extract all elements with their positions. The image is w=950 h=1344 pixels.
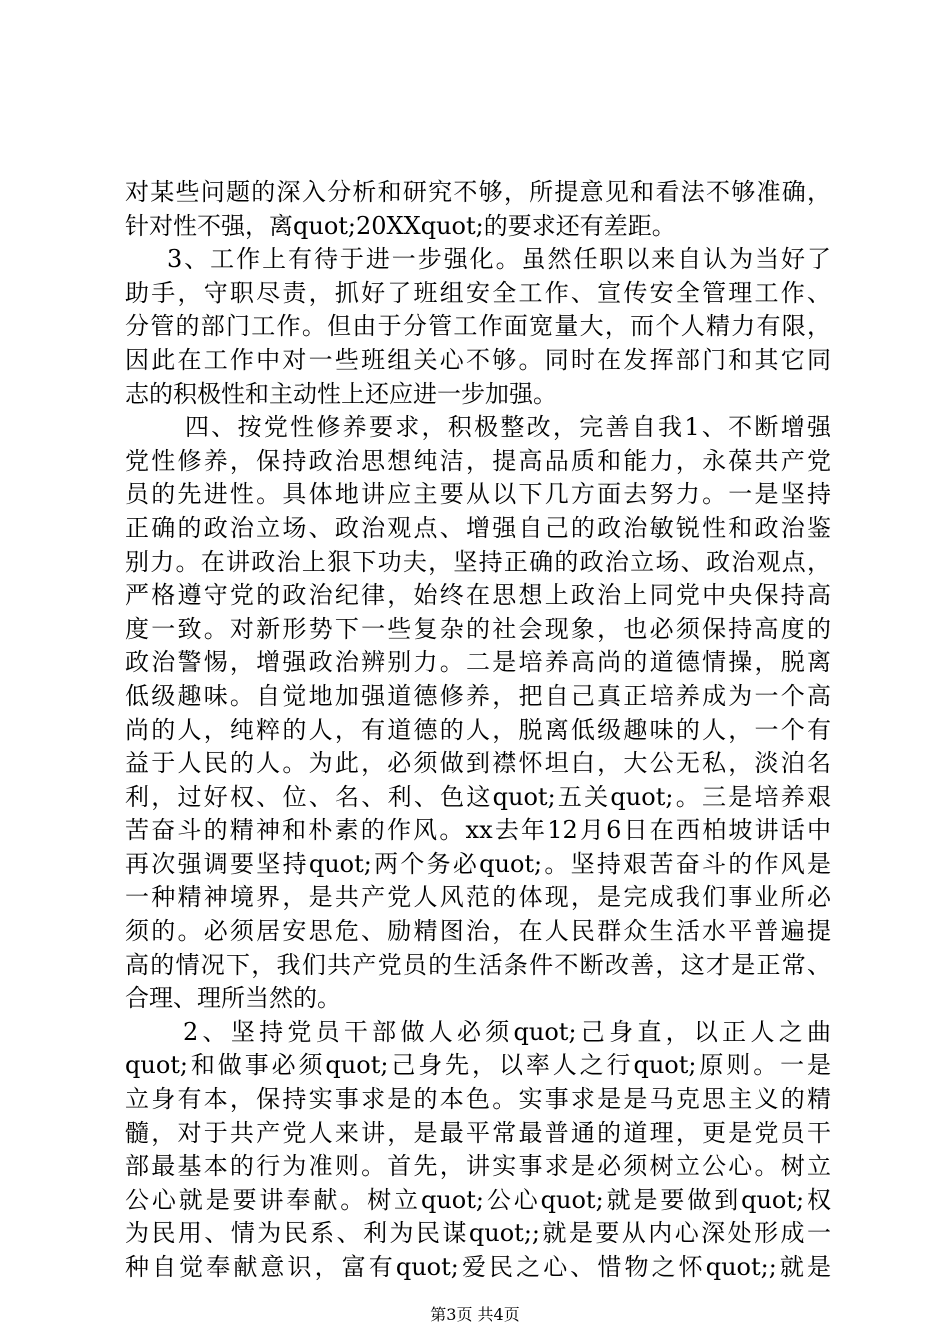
body-text	[125, 176, 831, 1285]
text-line: 立身有本，保持实事求是的本色。实事求是是马克思主义的精	[125, 1085, 831, 1114]
text-line: 一种精神境界，是共产党人风范的体现，是完成我们事业所必	[125, 883, 831, 912]
text-line: 政治警惕，增强政治辨别力。二是培养高尚的道德情操，脱离	[125, 648, 831, 677]
text-line: 益于人民的人。为此，必须做到襟怀坦白，大公无私，淡泊名	[125, 749, 831, 778]
text-line: 因此在工作中对一些班组关心不够。同时在发挥部门和其它同	[125, 345, 831, 374]
text-line: 部最基本的行为准则。首先，讲实事求是必须树立公心。树立	[125, 1152, 831, 1181]
text-line: 须的。必须居安思危、励精图治，在人民群众生活水平普遍提	[125, 917, 831, 946]
text-line: 为民用、情为民系、利为民谋quot;;就是要从内心深处形成一	[125, 1219, 831, 1248]
text-line: 合理、理所当然的。	[125, 984, 341, 1013]
text-line: 助手，守职尽责，抓好了班组安全工作、宣传安全管理工作、	[125, 278, 831, 307]
page-footer: 第3页 共4页	[430, 1305, 520, 1324]
text-line: 别力。在讲政治上狠下功夫，坚持正确的政治立场、政治观点，	[125, 547, 831, 576]
text-line: 利，过好权、位、名、利、色这quot;五关quot;。三是培养艰	[125, 782, 831, 811]
text-line: 正确的政治立场、政治观点、增强自己的政治敏锐性和政治鉴	[125, 513, 831, 542]
text-line: 四、按党性修养要求，积极整改，完善自我1、不断增强	[185, 413, 831, 442]
text-line: 公心就是要讲奉献。树立quot;公心quot;就是要做到quot;权	[125, 1185, 831, 1214]
text-line: 髓，对于共产党人来讲，是最平常最普通的道理，更是党员干	[125, 1118, 831, 1147]
text-line: 针对性不强，离quot;20XXquot;的要求还有差距。	[125, 211, 676, 240]
text-line: 度一致。对新形势下一些复杂的社会现象，也必须保持高度的	[125, 614, 831, 643]
text-line: 苦奋斗的精神和朴素的作风。xx去年12月6日在西柏坡讲话中	[125, 816, 831, 845]
text-line: 尚的人，纯粹的人，有道德的人，脱离低级趣味的人，一个有	[125, 715, 831, 744]
text-line: 3、工作上有待于进一步强化。虽然任职以来自认为当好了	[167, 245, 831, 274]
text-line: 严格遵守党的政治纪律，始终在思想上政治上同党中央保持高	[125, 581, 831, 610]
text-line: 分管的部门工作。但由于分管工作面宽量大，而个人精力有限，	[125, 312, 831, 341]
text-line: 员的先进性。具体地讲应主要从以下几方面去努力。一是坚持	[125, 480, 831, 509]
text-line: quot;和做事必须quot;己身先，以率人之行quot;原则。一是	[125, 1051, 831, 1080]
text-line: 种自觉奉献意识，富有quot;爱民之心、惜物之怀quot;;就是	[125, 1253, 831, 1281]
text-line: 高的情况下，我们共产党员的生活条件不断改善，这才是正常、	[125, 950, 831, 979]
text-line: 再次强调要坚持quot;两个务必quot;。坚持艰苦奋斗的作风是	[125, 849, 831, 878]
text-line: 志的积极性和主动性上还应进一步加强。	[125, 379, 557, 408]
text-line: 党性修养，保持政治思想纯洁，提高品质和能力，永葆共产党	[125, 446, 831, 475]
text-line: 对某些问题的深入分析和研究不够，所提意见和看法不够准确，	[125, 178, 831, 206]
text-line: 低级趣味。自觉地加强道德修养，把自己真正培养成为一个高	[125, 681, 831, 710]
text-line: 2、坚持党员干部做人必须quot;己身直，以正人之曲	[183, 1017, 831, 1046]
